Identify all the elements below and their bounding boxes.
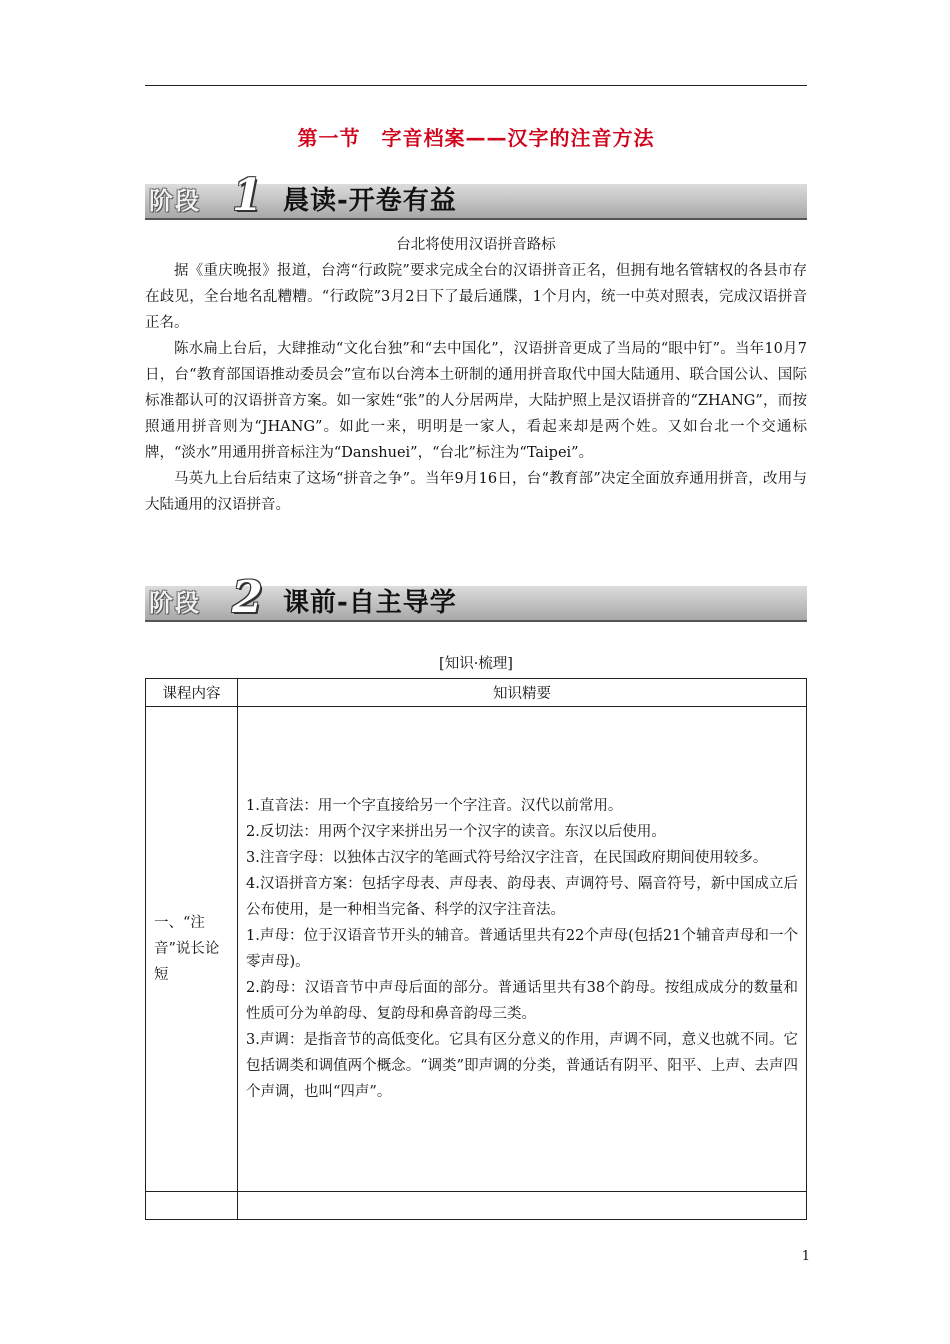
list-item: 2.反切法：用两个汉字来拼出另一个汉字的读音。东汉以后使用。 xyxy=(246,824,666,840)
stage2-number: 2 xyxy=(232,572,263,623)
article-paragraph: 据《重庆晚报》报道，台湾“行政院”要求完成全台的汉语拼音正名，但拥有地名管辖权的各县市存在歧见，全台地名乱糟糟。“行政院”3月2日下了最后通牒，1个月内，统一中英对照表，完成汉语拼音正名。 xyxy=(145,263,807,331)
stage1-stage-text: 阶段 xyxy=(149,187,201,215)
knowledge-table xyxy=(145,678,807,1220)
section-label: [知识·梳理] xyxy=(439,656,513,672)
content-cell xyxy=(238,707,807,1192)
article-title: 台北将使用汉语拼音路标 xyxy=(396,237,556,253)
stage1-label: 晨读-开卷有益 xyxy=(283,186,457,216)
empty-cell xyxy=(238,1192,807,1220)
list-item: 1.直音法：用一个字直接给另一个字注音。汉代以前常用。 xyxy=(246,798,623,814)
article-paragraph: 陈水扁上台后，大肆推动“文化台独”和“去中国化”，汉语拼音更成了当局的“眼中钉”。当年10月7日，台“教育部国语推动委员会”宣布以台湾本土研制的通用拼音取代中国大陆通用、联合国公认、国际标准都认可的汉语拼音方案。如一家姓“张”的人分居两岸，大陆护照上是汉语拼音的“ZHANG”，而按照通用拼音则为“JHANG”。如此一来，明明是一家人，看起来却是两个姓。又如台北一个交通标牌，“淡水”用通用拼音标注为“Danshuei”，“台北”标注为“Taipei”。 xyxy=(145,341,807,461)
table-row-empty xyxy=(146,1192,807,1220)
stage2-banner xyxy=(145,572,807,623)
list-item: 4.汉语拼音方案：包括字母表、声母表、韵母表、声调符号、隔音符号，新中国成立后公布使用，是一种相当完备、科学的汉字注音法。 xyxy=(246,876,798,918)
table-header-row xyxy=(146,679,807,707)
stage1-banner xyxy=(145,170,807,221)
stage2-stage-text: 阶段 xyxy=(149,589,201,617)
stage1-number: 1 xyxy=(232,170,263,221)
list-item: 2.韵母：汉语音节中声母后面的部分。普通话里共有38个韵母。按组成成分的数量和性质可分为单韵母、复韵母和鼻音韵母三类。 xyxy=(246,980,798,1022)
list-item: 3.声调：是指音节的高低变化。它具有区分意义的作用，声调不同，意义也就不同。它包括调类和调值两个概念。“调类”即声调的分类，普通话有阴平、阳平、上声、去声四个声调，也叫“四声”。 xyxy=(246,1032,798,1100)
header-rule xyxy=(145,85,807,86)
table-row xyxy=(146,707,807,1192)
article xyxy=(145,232,807,518)
page-title: 第一节 字音档案——汉字的注音方法 xyxy=(297,126,655,150)
list-item: 1.声母：位于汉语音节开头的辅音。普通话里共有22个声母(包括21个辅音声母和一个零声母)。 xyxy=(246,928,798,970)
empty-cell xyxy=(146,1192,238,1220)
list-item: 3.注音字母：以独体古汉字的笔画式符号给汉字注音，在民国政府期间使用较多。 xyxy=(246,850,768,866)
stage2-label: 课前-自主导学 xyxy=(283,588,457,618)
article-paragraph: 马英九上台后结束了这场“拼音之争”。当年9月16日，台“教育部”决定全面放弃通用拼音，改用与大陆通用的汉语拼音。 xyxy=(145,471,807,513)
header-course-content: 课程内容 xyxy=(146,679,238,707)
topic-cell: 一、“注音”说长论短 xyxy=(146,707,238,1192)
page-number: 1 xyxy=(801,1249,810,1264)
header-knowledge-summary: 知识精要 xyxy=(238,679,807,707)
